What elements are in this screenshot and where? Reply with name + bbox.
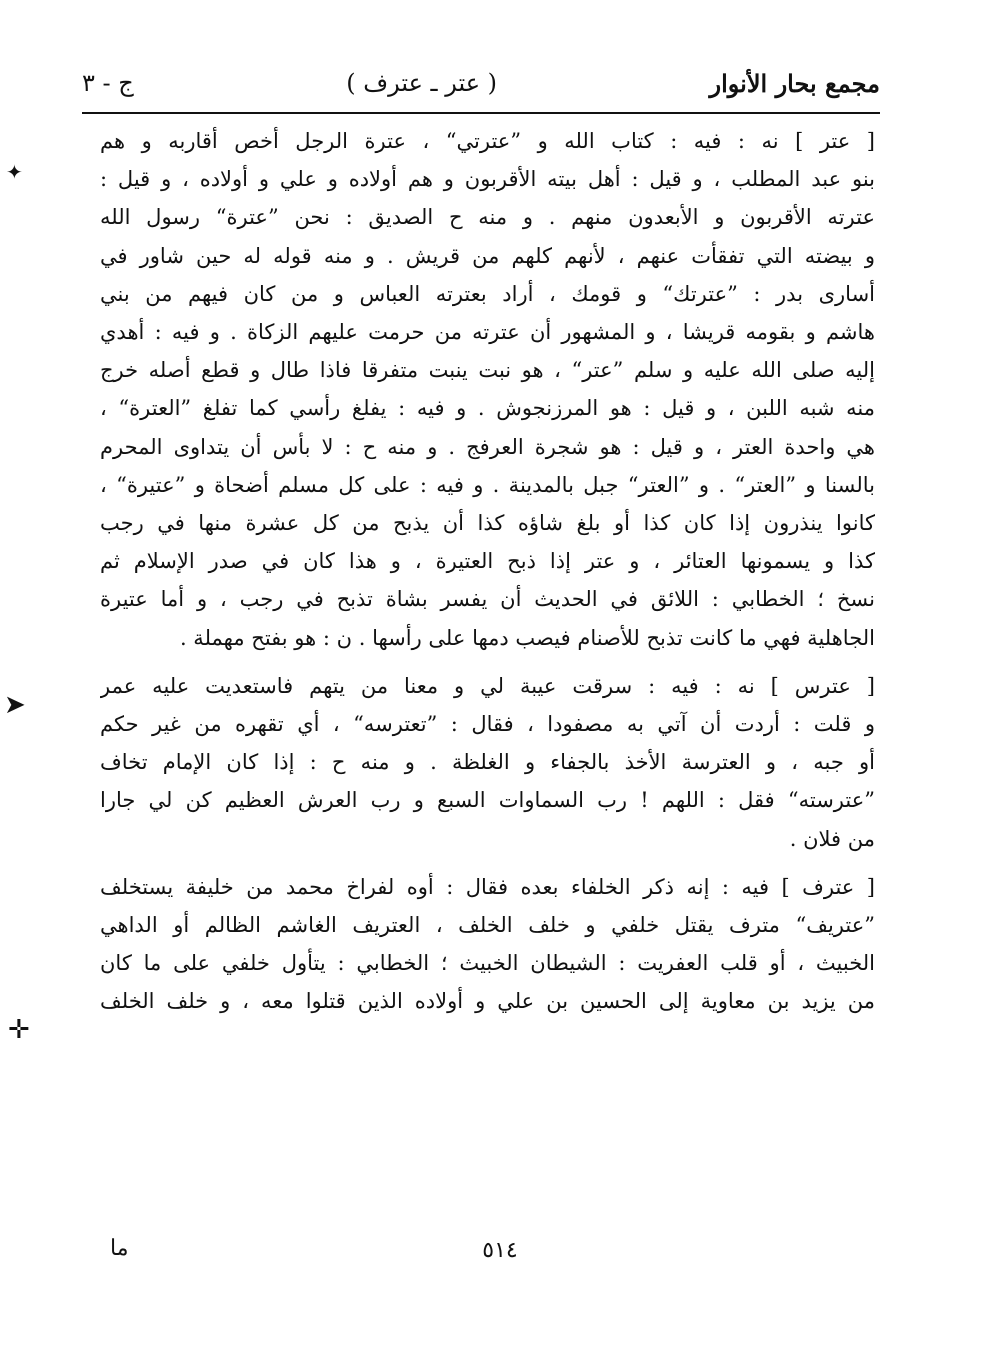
text-line: كانوا ينذرون إذا كان كذا أو بلغ شاؤه كذا أن يذبح من كل عشرة منها في رجب	[100, 511, 875, 536]
running-header	[82, 62, 880, 104]
text-line: و قلت : أردت أن آتي به مصفودا ، فقال : ”تعترسه“ ، أي تقهره من غير حكم	[100, 712, 875, 737]
text-line: بنو عبد المطلب ، و قيل : أهل بيته الأقربون و هم أولاده و علي و أولاده ، و قيل :	[100, 167, 875, 192]
text-line: و بيضته التي تفقأت عنهم ، لأنهم كلهم من قريش . و منه قوله له حين شاور في	[100, 243, 875, 268]
margin-cross-mark: ✛	[8, 1015, 30, 1045]
header-rule	[82, 112, 880, 114]
text-line: [ عتر ] نه : فيه : كتاب الله و ”عترتي“ ، عترة الرجل أخص أقاربه و هم	[100, 129, 875, 153]
text-line: أو جبه ، و العترسة الأخذ بالجفاء و الغلظة . و منه ح : إذا كان الإمام تخاف	[100, 750, 875, 775]
text-line: الجاهلية فهي ما كانت تذبح للأصنام فيصب دمها على رأسها . ن : هو بفتح مهملة .	[179, 625, 875, 650]
text-line: بالسنا و ”العتر“ . و ”العتر“ جبل بالمدينة . و فيه : على كل مسلم أضحاة و ”عتيرة“ ،	[100, 472, 875, 497]
text-line: [ عترف ] فيه : إنه ذكر الخلفاء بعده فقال : أوه لفراخ محمد من خليفة يستخلف	[100, 874, 875, 899]
text-line: نسخ ؛ الخطابي : اللائق في الحديث أن يفسر بشاة تذبح في رجب ، و أما عتيرة	[100, 587, 875, 612]
text-line: أسارى بدر : ”عترتك“ و قومك ، أراد بعترته العباس و من كان فيهم من بني	[100, 281, 875, 306]
text-line: ”عترسته“ فقل : اللهم ! رب السماوات السبع و رب العرش العظيم كن لي جارا	[100, 788, 875, 813]
text-line: هي واحدة العتر ، و قيل : هو شجرة العرفج . و منه ح : لا بأس أن يتداوى المحرم	[100, 434, 875, 459]
entry-atr	[100, 122, 875, 657]
text-line: من يزيد بن معاوية إلى الحسين بن علي و أولاده الذين قتلوا معه ، و خلف الخلف	[100, 989, 875, 1014]
entry-atras	[100, 667, 875, 858]
section-title: ( عتر ـ عترف )	[346, 69, 498, 97]
text-line: عترته الأقربون و الأبعدون منهم . و منه ح الصديق : نحن ”عترة“ رسول الله	[100, 205, 875, 230]
volume-label: ج - ٣	[82, 69, 134, 97]
catchword: ما	[110, 1236, 129, 1261]
text-line: [ عترس ] نه : فيه : سرقت عيبة لي و معنا من يتهم فاستعديت عليه عمر	[100, 673, 875, 698]
page-number: ٥١٤	[482, 1238, 518, 1263]
text-line: كذا و يسمونها العتائر ، و عتر إذا ذبح العتيرة ، و هذا كان في صدر الإسلام ثم	[100, 549, 875, 574]
entry-atraf	[100, 868, 875, 1021]
page-body	[100, 122, 875, 1031]
text-line: ”عتريف“ مترف يقتل خلفي و خلف الخلف ، العتريف الغاشم الظالم أو الداهي	[100, 913, 875, 938]
text-line: الخبيث ، أو قلب العفريت : الشيطان الخبيث ؛ الخطابي : يتأول خلفي على ما كان	[100, 951, 875, 976]
text-line: منه شبه اللبن ، و قيل : هو المرزنجوش . و فيه : يفلغ رأسي كما تفلغ ”العترة“ ،	[100, 396, 875, 421]
text-line: هاشم و بقومه قريشا ، و المشهور أن عترته من حرمت عليهم الزكاة . و فيه : أهدي	[100, 320, 875, 345]
book-title: مجمع بحار الأنوار	[709, 68, 880, 98]
margin-arrow-mark: ➤	[4, 690, 26, 720]
text-line: إليه صلى الله عليه و سلم ”عتر“ ، هو نبت ينبت متفرقا فاذا طال و قطع أصله خرج	[100, 358, 875, 383]
margin-dot-mark: ✦	[6, 160, 23, 184]
text-line: من فلان .	[789, 826, 875, 851]
